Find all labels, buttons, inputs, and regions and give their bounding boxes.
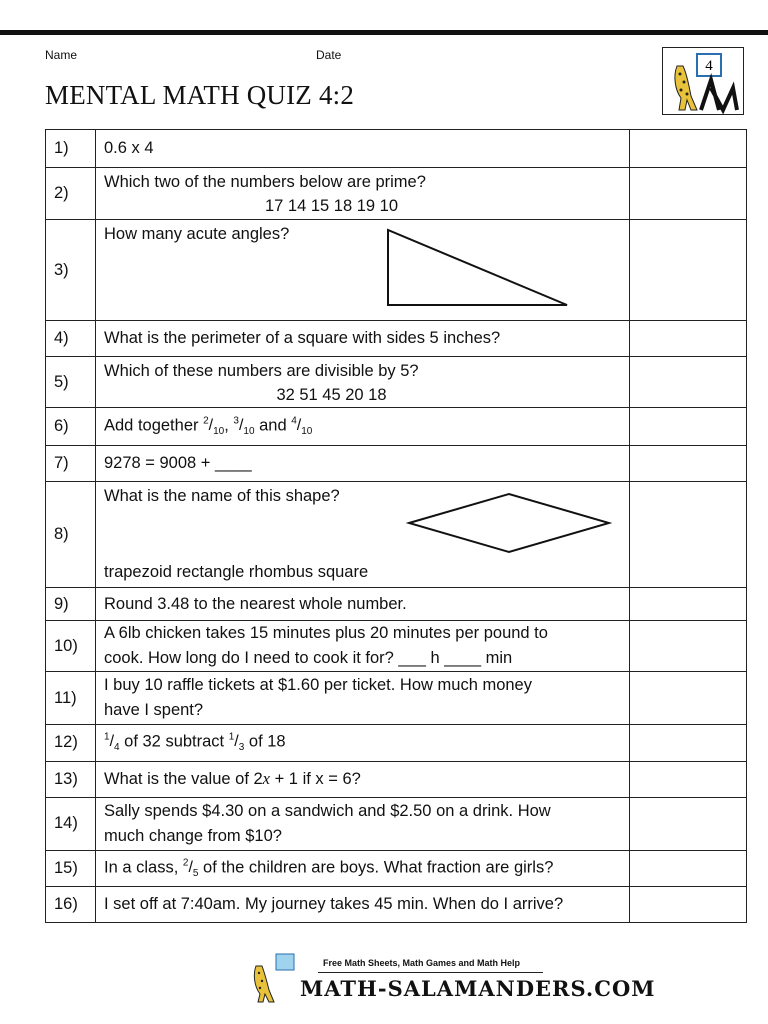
question-row-4: [46, 321, 747, 357]
top-rule: [0, 30, 768, 35]
number-list: 17 14 15 18 19 10: [264, 197, 399, 215]
question-text-line2: much change from $10?: [104, 826, 282, 845]
question-row-7: [46, 446, 747, 482]
question-text: Add together $^2/_{10}$, $^3/_{10}$ and $^4/_{10}$: [96, 408, 630, 446]
fraction: $^1/_4$: [104, 732, 120, 754]
date-label: Date: [316, 48, 342, 62]
quiz-table: [45, 129, 747, 923]
question-number: 2): [46, 168, 96, 220]
answer-box[interactable]: [630, 408, 747, 446]
question-text: 9278 = 9008 + ____: [104, 454, 252, 472]
question-number: 12): [46, 725, 96, 762]
fraction: $^3/_{10}$: [233, 415, 255, 438]
number-list: 32 51 45 20 18: [276, 385, 387, 404]
salamander-logo: [662, 47, 744, 115]
question-number: 8): [46, 482, 96, 588]
logo-number: 4: [705, 58, 713, 74]
question-number: 10): [46, 621, 96, 672]
fraction: $^2/_5$: [182, 857, 199, 880]
answer-box[interactable]: [630, 887, 747, 923]
shape-options: trapezoid rectangle rhombus square: [104, 563, 369, 581]
question-number: 9): [46, 588, 96, 621]
question-number: 16): [46, 887, 96, 923]
question-row-6: [46, 408, 747, 446]
question-text: A 6lb chicken takes 15 minutes plus 20 minutes per pound to: [104, 624, 548, 642]
question-text: Which two of the numbers below are prime?: [104, 173, 426, 191]
answer-box[interactable]: [630, 588, 747, 621]
question-row-11: [46, 672, 747, 725]
answer-box[interactable]: [630, 130, 747, 168]
question-row-10: [46, 621, 747, 672]
footer-tagline: Free Math Sheets, Math Games and Math Help: [323, 958, 521, 968]
question-row-12: [46, 725, 747, 762]
answer-box[interactable]: [630, 357, 747, 408]
question-number: 14): [46, 797, 96, 850]
answer-box[interactable]: [630, 850, 747, 887]
answer-box[interactable]: [630, 482, 747, 588]
question-number: 5): [46, 357, 96, 408]
question-text: Which of these numbers are divisible by 5?: [104, 361, 419, 380]
question-row-16: [46, 887, 747, 923]
question-text-line2: cook. How long do I need to cook it for? ___ h ____ min: [104, 649, 513, 667]
question-number: 6): [46, 408, 96, 446]
question-text: What is the perimeter of a square with sides 5 inches?: [104, 329, 501, 347]
answer-box[interactable]: [630, 446, 747, 482]
question-text: 0.6 x 4: [104, 139, 154, 157]
fraction: $^2/_{10}$: [203, 415, 225, 438]
question-text: In a class, $^2/_5$ of the children are boys. What fraction are girls?: [96, 850, 630, 887]
question-row-5: [46, 357, 747, 408]
question-text: What is the name of this shape?: [104, 487, 340, 505]
question-row-15: [46, 850, 747, 887]
footer-rule: [318, 972, 543, 973]
answer-box[interactable]: [630, 725, 747, 762]
answer-box[interactable]: [630, 672, 747, 725]
question-text: Round 3.48 to the nearest whole number.: [104, 594, 407, 613]
question-number: 3): [46, 220, 96, 321]
right-triangle-diagram: [386, 228, 572, 310]
question-number: 4): [46, 321, 96, 357]
question-row-8: [46, 482, 747, 588]
question-text: How many acute angles?: [104, 225, 290, 243]
fraction: $^1/_3$: [228, 732, 245, 754]
answer-box[interactable]: [630, 168, 747, 220]
question-text: What is the value of 2x + 1 if x = 6?: [96, 761, 630, 797]
answer-box[interactable]: [630, 797, 747, 850]
footer-salamander-icon: [248, 952, 298, 1004]
question-text: I set off at 7:40am. My journey takes 45 min. When do I arrive?: [104, 895, 564, 914]
page-title: MENTAL MATH QUIZ 4:2: [45, 80, 355, 110]
answer-box[interactable]: [630, 761, 747, 797]
question-text: Sally spends $4.30 on a sandwich and $2.50 on a drink. How: [104, 801, 551, 820]
question-number: 1): [46, 130, 96, 168]
question-row-2: [46, 168, 747, 220]
question-number: 15): [46, 850, 96, 887]
footer-brand[interactable]: MATH-SALAMANDERS.COM: [300, 976, 656, 1001]
question-text: $^1/_4$ of 32 subtract $^1/_3$ of 18: [96, 725, 630, 762]
name-label: Name: [45, 48, 78, 62]
question-row-1: [46, 130, 747, 168]
answer-box[interactable]: [630, 321, 747, 357]
question-number: 13): [46, 761, 96, 797]
rhombus-diagram: [406, 492, 612, 554]
question-row-14: [46, 797, 747, 850]
question-number: 7): [46, 446, 96, 482]
question-text-line2: have I spent?: [104, 701, 204, 719]
question-number: 11): [46, 672, 96, 725]
fraction: $^4/_{10}$: [291, 415, 313, 438]
question-text: I buy 10 raffle tickets at $1.60 per ticket. How much money: [104, 676, 532, 694]
question-row-9: [46, 588, 747, 621]
question-row-13: [46, 761, 747, 797]
answer-box[interactable]: [630, 220, 747, 321]
question-row-3: [46, 220, 747, 321]
answer-box[interactable]: [630, 621, 747, 672]
